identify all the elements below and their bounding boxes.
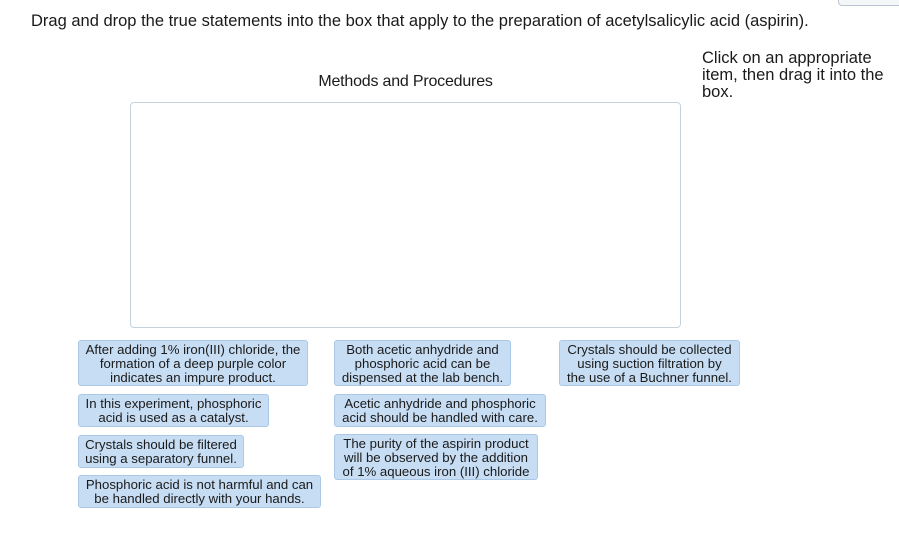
drop-box-title: Methods and Procedures: [318, 73, 493, 90]
drag-item-separatory-funnel[interactable]: Crystals should be filtered using a separatory funnel.: [78, 435, 244, 468]
instruction-text: Drag and drop the true statements into the box that apply to the preparation of acetylsalicylic acid (aspirin).: [31, 12, 809, 30]
drag-item-suction-filtration[interactable]: Crystals should be collected using suction filtration by the use of a Buchner funnel.: [559, 340, 740, 386]
drag-item-lab-bench-dispense[interactable]: Both acetic anhydride and phosphoric acid can be dispensed at the lab bench.: [334, 340, 511, 386]
corner-tab[interactable]: [838, 0, 899, 6]
drag-item-handle-with-care[interactable]: Acetic anhydride and phosphoric acid should be handled with care.: [334, 394, 546, 427]
drag-item-phosphoric-catalyst[interactable]: In this experiment, phosphoric acid is used as a catalyst.: [78, 394, 269, 427]
drag-item-purity-iron-chloride[interactable]: The purity of the aspirin product will be observed by the addition of 1% aqueous iron (III) chloride: [334, 434, 538, 480]
drop-box[interactable]: [130, 102, 681, 328]
drag-item-phosphoric-harmless[interactable]: Phosphoric acid is not harmful and can be handled directly with your hands.: [78, 475, 321, 508]
drag-item-iron-chloride-impure[interactable]: After adding 1% iron(III) chloride, the formation of a deep purple color indicates an impure product.: [78, 340, 308, 386]
drag-hint: Click on an appropriate item, then drag it into the box.: [702, 49, 884, 101]
